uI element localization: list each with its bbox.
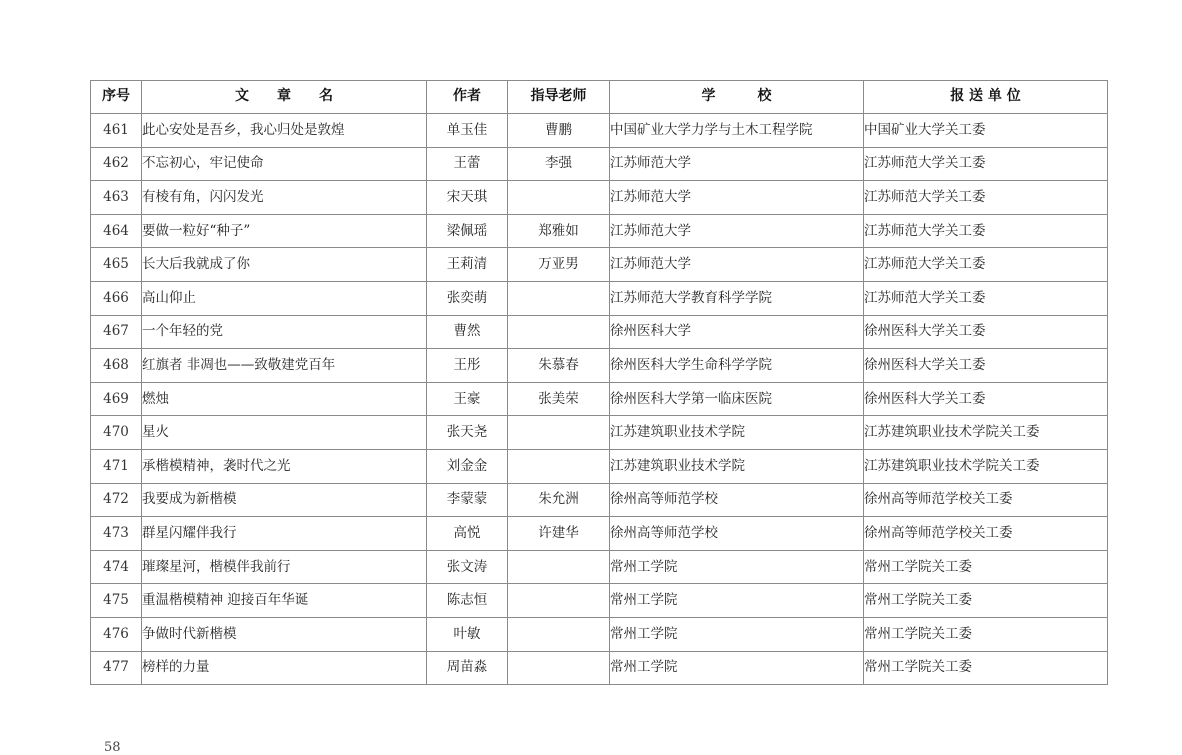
cell-school: 常州工学院 bbox=[610, 651, 864, 685]
cell-school: 徐州医科大学第一临床医院 bbox=[610, 382, 864, 416]
cell-article-title: 星火 bbox=[142, 416, 427, 450]
cell-advisor bbox=[508, 315, 610, 349]
cell-advisor bbox=[508, 651, 610, 685]
cell-author: 单玉佳 bbox=[427, 114, 508, 148]
cell-author: 王彤 bbox=[427, 349, 508, 383]
cell-article-title: 长大后我就成了你 bbox=[142, 248, 427, 282]
table-row bbox=[91, 181, 1108, 215]
cell-school: 江苏师范大学 bbox=[610, 248, 864, 282]
page-number: 58 bbox=[104, 740, 121, 755]
cell-article-title: 璀璨星河，楷模伴我前行 bbox=[142, 550, 427, 584]
cell-author: 李蒙蒙 bbox=[427, 483, 508, 517]
cell-serial-number: 470 bbox=[91, 416, 142, 450]
cell-school: 江苏师范大学 bbox=[610, 214, 864, 248]
cell-advisor bbox=[508, 416, 610, 450]
cell-article-title: 燃烛 bbox=[142, 382, 427, 416]
cell-author: 王莉清 bbox=[427, 248, 508, 282]
header-article-title: 文 章 名 bbox=[142, 81, 427, 114]
cell-submitting-unit: 徐州高等师范学校关工委 bbox=[864, 483, 1108, 517]
table-row bbox=[91, 114, 1108, 148]
cell-advisor: 张美荣 bbox=[508, 382, 610, 416]
cell-advisor: 许建华 bbox=[508, 517, 610, 551]
cell-serial-number: 473 bbox=[91, 517, 142, 551]
cell-school: 徐州医科大学生命科学学院 bbox=[610, 349, 864, 383]
cell-article-title: 群星闪耀伴我行 bbox=[142, 517, 427, 551]
cell-submitting-unit: 徐州医科大学关工委 bbox=[864, 315, 1108, 349]
cell-serial-number: 469 bbox=[91, 382, 142, 416]
table-row bbox=[91, 416, 1108, 450]
cell-article-title: 要做一粒好“种子” bbox=[142, 214, 427, 248]
header-author: 作者 bbox=[427, 81, 508, 114]
table-row bbox=[91, 449, 1108, 483]
cell-serial-number: 476 bbox=[91, 617, 142, 651]
cell-submitting-unit: 江苏师范大学关工委 bbox=[864, 248, 1108, 282]
cell-serial-number: 467 bbox=[91, 315, 142, 349]
cell-advisor: 郑雅如 bbox=[508, 214, 610, 248]
cell-article-title: 红旗者 非凋也——致敬建党百年 bbox=[142, 349, 427, 383]
table-row bbox=[91, 382, 1108, 416]
cell-school: 江苏师范大学 bbox=[610, 181, 864, 215]
table-row bbox=[91, 248, 1108, 282]
cell-article-title: 一个年轻的党 bbox=[142, 315, 427, 349]
cell-school: 徐州高等师范学校 bbox=[610, 483, 864, 517]
cell-school: 常州工学院 bbox=[610, 584, 864, 618]
cell-submitting-unit: 江苏师范大学关工委 bbox=[864, 214, 1108, 248]
cell-article-title: 我要成为新楷模 bbox=[142, 483, 427, 517]
cell-author: 宋天琪 bbox=[427, 181, 508, 215]
cell-advisor bbox=[508, 281, 610, 315]
table-row bbox=[91, 651, 1108, 685]
cell-serial-number: 477 bbox=[91, 651, 142, 685]
cell-advisor: 朱允洲 bbox=[508, 483, 610, 517]
cell-advisor bbox=[508, 181, 610, 215]
essay-roster-table bbox=[90, 80, 1108, 685]
cell-submitting-unit: 常州工学院关工委 bbox=[864, 550, 1108, 584]
cell-advisor: 曹鹏 bbox=[508, 114, 610, 148]
cell-serial-number: 468 bbox=[91, 349, 142, 383]
header-advisor: 指导老师 bbox=[508, 81, 610, 114]
cell-author: 刘金金 bbox=[427, 449, 508, 483]
cell-serial-number: 472 bbox=[91, 483, 142, 517]
cell-submitting-unit: 常州工学院关工委 bbox=[864, 617, 1108, 651]
cell-submitting-unit: 常州工学院关工委 bbox=[864, 584, 1108, 618]
cell-submitting-unit: 中国矿业大学关工委 bbox=[864, 114, 1108, 148]
cell-author: 叶敏 bbox=[427, 617, 508, 651]
cell-advisor bbox=[508, 584, 610, 618]
cell-serial-number: 471 bbox=[91, 449, 142, 483]
cell-author: 周苗淼 bbox=[427, 651, 508, 685]
cell-author: 张奕萌 bbox=[427, 281, 508, 315]
header-submitting-unit: 报 送 单 位 bbox=[864, 81, 1108, 114]
cell-article-title: 争做时代新楷模 bbox=[142, 617, 427, 651]
cell-advisor bbox=[508, 449, 610, 483]
cell-submitting-unit: 江苏师范大学关工委 bbox=[864, 181, 1108, 215]
cell-submitting-unit: 江苏师范大学关工委 bbox=[864, 281, 1108, 315]
cell-article-title: 高山仰止 bbox=[142, 281, 427, 315]
cell-submitting-unit: 徐州高等师范学校关工委 bbox=[864, 517, 1108, 551]
table-row bbox=[91, 483, 1108, 517]
table-row bbox=[91, 147, 1108, 181]
cell-author: 张天尧 bbox=[427, 416, 508, 450]
cell-author: 王蕾 bbox=[427, 147, 508, 181]
cell-article-title: 有棱有角，闪闪发光 bbox=[142, 181, 427, 215]
cell-serial-number: 466 bbox=[91, 281, 142, 315]
cell-school: 江苏建筑职业技术学院 bbox=[610, 416, 864, 450]
cell-author: 梁佩瑶 bbox=[427, 214, 508, 248]
cell-serial-number: 461 bbox=[91, 114, 142, 148]
cell-author: 高悦 bbox=[427, 517, 508, 551]
cell-serial-number: 462 bbox=[91, 147, 142, 181]
cell-serial-number: 474 bbox=[91, 550, 142, 584]
cell-serial-number: 475 bbox=[91, 584, 142, 618]
cell-advisor bbox=[508, 617, 610, 651]
cell-serial-number: 464 bbox=[91, 214, 142, 248]
table-row bbox=[91, 517, 1108, 551]
table-row bbox=[91, 315, 1108, 349]
cell-author: 陈志恒 bbox=[427, 584, 508, 618]
cell-serial-number: 463 bbox=[91, 181, 142, 215]
cell-article-title: 榜样的力量 bbox=[142, 651, 427, 685]
cell-advisor: 朱慕春 bbox=[508, 349, 610, 383]
cell-school: 徐州医科大学 bbox=[610, 315, 864, 349]
table-body bbox=[91, 114, 1108, 685]
header-serial-number: 序号 bbox=[91, 81, 142, 114]
cell-advisor: 李强 bbox=[508, 147, 610, 181]
cell-advisor bbox=[508, 550, 610, 584]
cell-submitting-unit: 江苏建筑职业技术学院关工委 bbox=[864, 416, 1108, 450]
header-school: 学 校 bbox=[610, 81, 864, 114]
cell-serial-number: 465 bbox=[91, 248, 142, 282]
cell-submitting-unit: 徐州医科大学关工委 bbox=[864, 349, 1108, 383]
table-row bbox=[91, 214, 1108, 248]
cell-school: 江苏师范大学 bbox=[610, 147, 864, 181]
table-row bbox=[91, 349, 1108, 383]
cell-school: 徐州高等师范学校 bbox=[610, 517, 864, 551]
cell-submitting-unit: 江苏建筑职业技术学院关工委 bbox=[864, 449, 1108, 483]
header-row bbox=[91, 81, 1108, 114]
cell-school: 江苏师范大学教育科学学院 bbox=[610, 281, 864, 315]
cell-school: 中国矿业大学力学与土木工程学院 bbox=[610, 114, 864, 148]
cell-advisor: 万亚男 bbox=[508, 248, 610, 282]
cell-author: 张文涛 bbox=[427, 550, 508, 584]
cell-author: 王豪 bbox=[427, 382, 508, 416]
table-row bbox=[91, 281, 1108, 315]
cell-article-title: 此心安处是吾乡，我心归处是敦煌 bbox=[142, 114, 427, 148]
table-header bbox=[91, 81, 1108, 114]
table-row bbox=[91, 584, 1108, 618]
cell-article-title: 重温楷模精神 迎接百年华诞 bbox=[142, 584, 427, 618]
table-row bbox=[91, 617, 1108, 651]
cell-article-title: 不忘初心，牢记使命 bbox=[142, 147, 427, 181]
cell-submitting-unit: 江苏师范大学关工委 bbox=[864, 147, 1108, 181]
cell-author: 曹然 bbox=[427, 315, 508, 349]
cell-submitting-unit: 徐州医科大学关工委 bbox=[864, 382, 1108, 416]
cell-submitting-unit: 常州工学院关工委 bbox=[864, 651, 1108, 685]
cell-article-title: 承楷模精神，袭时代之光 bbox=[142, 449, 427, 483]
cell-school: 江苏建筑职业技术学院 bbox=[610, 449, 864, 483]
cell-school: 常州工学院 bbox=[610, 617, 864, 651]
cell-school: 常州工学院 bbox=[610, 550, 864, 584]
table-row bbox=[91, 550, 1108, 584]
